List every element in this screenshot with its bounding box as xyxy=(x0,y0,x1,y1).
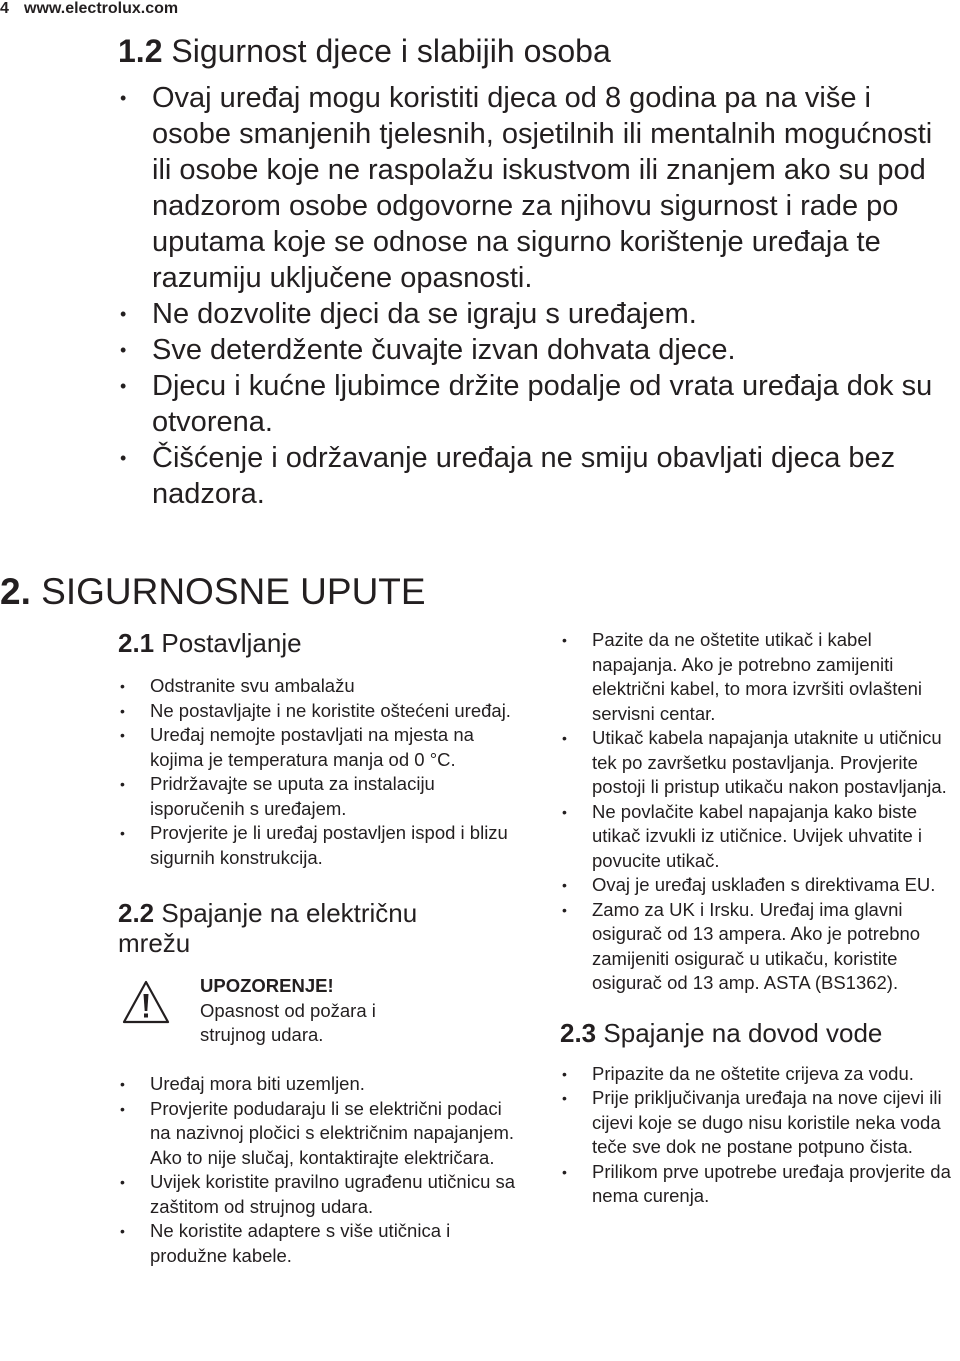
electrical-list-right xyxy=(560,628,958,996)
list-item: • Uvijek koristite pravilno ugrađenu utičnicu sa zaštitom od strujnog udara. xyxy=(120,1171,516,1217)
bullet-icon: • xyxy=(120,88,127,108)
list-item: • Ovaj uređaj mogu koristiti djeca od 8 godina pa na više i osobe smanjenih tjelesnih, osjetilnih ili mentalnih mogućnosti ili osobe koje ne raspolažu iskustvom ili znanjem ako su pod nadzorom osobe odgovorne za njihovu sigurnost i rade po uputama koje se odnose na sigurno korištenje uređaja te razumiju uključene opasnosti. xyxy=(120,82,933,294)
water-list xyxy=(560,1062,958,1209)
bullet-icon: • xyxy=(562,730,567,746)
subsection-number: 2.1 xyxy=(118,628,155,658)
list-item: • Ne koristite adaptere s više utičnica i produžne kabele. xyxy=(120,1220,451,1266)
warning-text xyxy=(200,974,420,1048)
bullet-icon: • xyxy=(120,448,127,468)
bullet-icon: • xyxy=(562,1163,567,1180)
section-heading xyxy=(118,32,958,70)
bullet-icon: • xyxy=(562,803,567,820)
bullet-icon: • xyxy=(120,304,127,324)
bullet-icon: • xyxy=(120,1100,125,1117)
bullet-icon: • xyxy=(120,825,125,841)
list-item: • Djecu i kućne ljubimce držite podalje od vrata uređaja dok su otvorena. xyxy=(120,370,933,438)
left-column xyxy=(118,628,518,1268)
page-number: 4 xyxy=(0,0,9,17)
list-item: • Provjerite je li uređaj postavljen ispod i blizu sigurnih konstrukcija. xyxy=(120,822,508,868)
chapter-title: SIGURNOSNE UPUTE xyxy=(41,571,426,612)
bullet-icon: • xyxy=(120,776,125,792)
bullet-icon: • xyxy=(120,1223,125,1239)
list-item: • Sve deterdžente čuvajte izvan dohvata djece. xyxy=(120,334,736,366)
bullet-icon: • xyxy=(562,901,567,918)
bullet-icon: • xyxy=(120,702,125,719)
warning-title: UPOZORENJE! xyxy=(200,975,334,996)
warning-message: Opasnost od požara i strujnog udara. xyxy=(200,999,376,1045)
list-item: • Ne povlačite kabel napajanja kako biste utikač izvukli iz utičnice. Uvijek uhvatite i povucite utikač. xyxy=(562,800,923,871)
electrical-list-left xyxy=(118,1072,518,1268)
subsection-title: Postavljanje xyxy=(161,628,302,658)
bullet-icon: • xyxy=(120,1076,125,1092)
list-item: • Utikač kabela napajanja utaknite u utičnicu tek po završetku postavljanja. Provjerite postoji li pristup utikaču nakon postavljanja. xyxy=(562,727,947,797)
website-url: www.electrolux.com xyxy=(24,0,179,17)
warning-triangle-icon xyxy=(122,980,170,1024)
bullet-icon: • xyxy=(120,1174,125,1190)
warning-block xyxy=(118,974,518,1054)
chapter-heading xyxy=(0,570,426,614)
bullet-icon: • xyxy=(120,727,125,743)
water-connection-heading xyxy=(560,1018,958,1048)
list-item: • Odstranite svu ambalažu xyxy=(118,674,518,699)
subsection-number: 2.2 xyxy=(118,898,155,928)
list-item: • Ne dozvolite djeci da se igraju s uređajem. xyxy=(120,298,697,330)
subsection-title: Spajanje na električnu mrežu xyxy=(118,898,418,958)
bullet-icon: • xyxy=(562,632,567,648)
list-item: • Ne postavljajte i ne koristite oštećeni uređaj. xyxy=(118,699,518,724)
bullet-icon: • xyxy=(120,340,127,360)
section-number: 1.2 xyxy=(118,33,163,69)
list-item: • Pazite da ne oštetite utikač i kabel napajanja. Ako je potrebno zamijeniti električni kabel, to mora izvršiti ovlašteni servisni centar. xyxy=(562,629,923,724)
list-item: • Uređaj nemojte postavljati na mjesta na kojima je temperatura manja od 0 °C. xyxy=(120,724,474,770)
bullet-icon: • xyxy=(120,678,125,694)
installation-heading xyxy=(118,628,518,658)
page-header xyxy=(0,0,178,18)
list-item: • Provjerite podudaraju li se električni podaci na nazivnoj pločici s električnim napajanjem. Ako to nije slučaj, kontaktirajte električara. xyxy=(120,1097,515,1168)
section-child-safety xyxy=(118,32,958,512)
list-item: • Čišćenje i održavanje uređaja ne smiju obavljati djeca bez nadzora. xyxy=(120,442,896,510)
right-column xyxy=(560,628,958,1209)
subsection-number: 2.3 xyxy=(560,1017,597,1048)
bullet-icon: • xyxy=(562,1090,567,1106)
list-item: • Prilikom prve upotrebe uređaja provjerite da nema curenja. xyxy=(562,1160,951,1206)
installation-list xyxy=(118,674,518,870)
child-safety-list xyxy=(118,80,958,512)
bullet-icon: • xyxy=(562,1065,567,1082)
bullet-icon: • xyxy=(562,877,567,893)
subsection-title: Spajanje na dovod vode xyxy=(603,1017,883,1048)
electrical-connection-heading xyxy=(118,898,468,958)
list-item: • Pridržavajte se uputa za instalaciju isporučenih s uređajem. xyxy=(120,773,435,819)
chapter-number: 2. xyxy=(0,571,31,612)
list-item: • Ovaj je uređaj usklađen s direktivama EU. xyxy=(560,873,958,898)
list-item: • Uređaj mora biti uzemljen. xyxy=(118,1072,518,1097)
list-item: • Prije priključivanja uređaja na nove cijevi ili cijevi koje se dugo nisu koristile neka voda teče sve dok ne postane potpuno čista. xyxy=(562,1087,942,1157)
section-title: Sigurnost djece i slabijih osoba xyxy=(171,33,611,69)
list-item: • Pripazite da ne oštetite crijeva za vodu. xyxy=(560,1062,958,1087)
list-item: • Zamo za UK i Irsku. Uređaj ima glavni osigurač od 13 ampera. Ako je potrebno zamijeniti osigurač u utikaču, koristite osigurač od 13 amp. ASTA (BS1362). xyxy=(562,898,921,993)
bullet-icon: • xyxy=(120,376,127,396)
